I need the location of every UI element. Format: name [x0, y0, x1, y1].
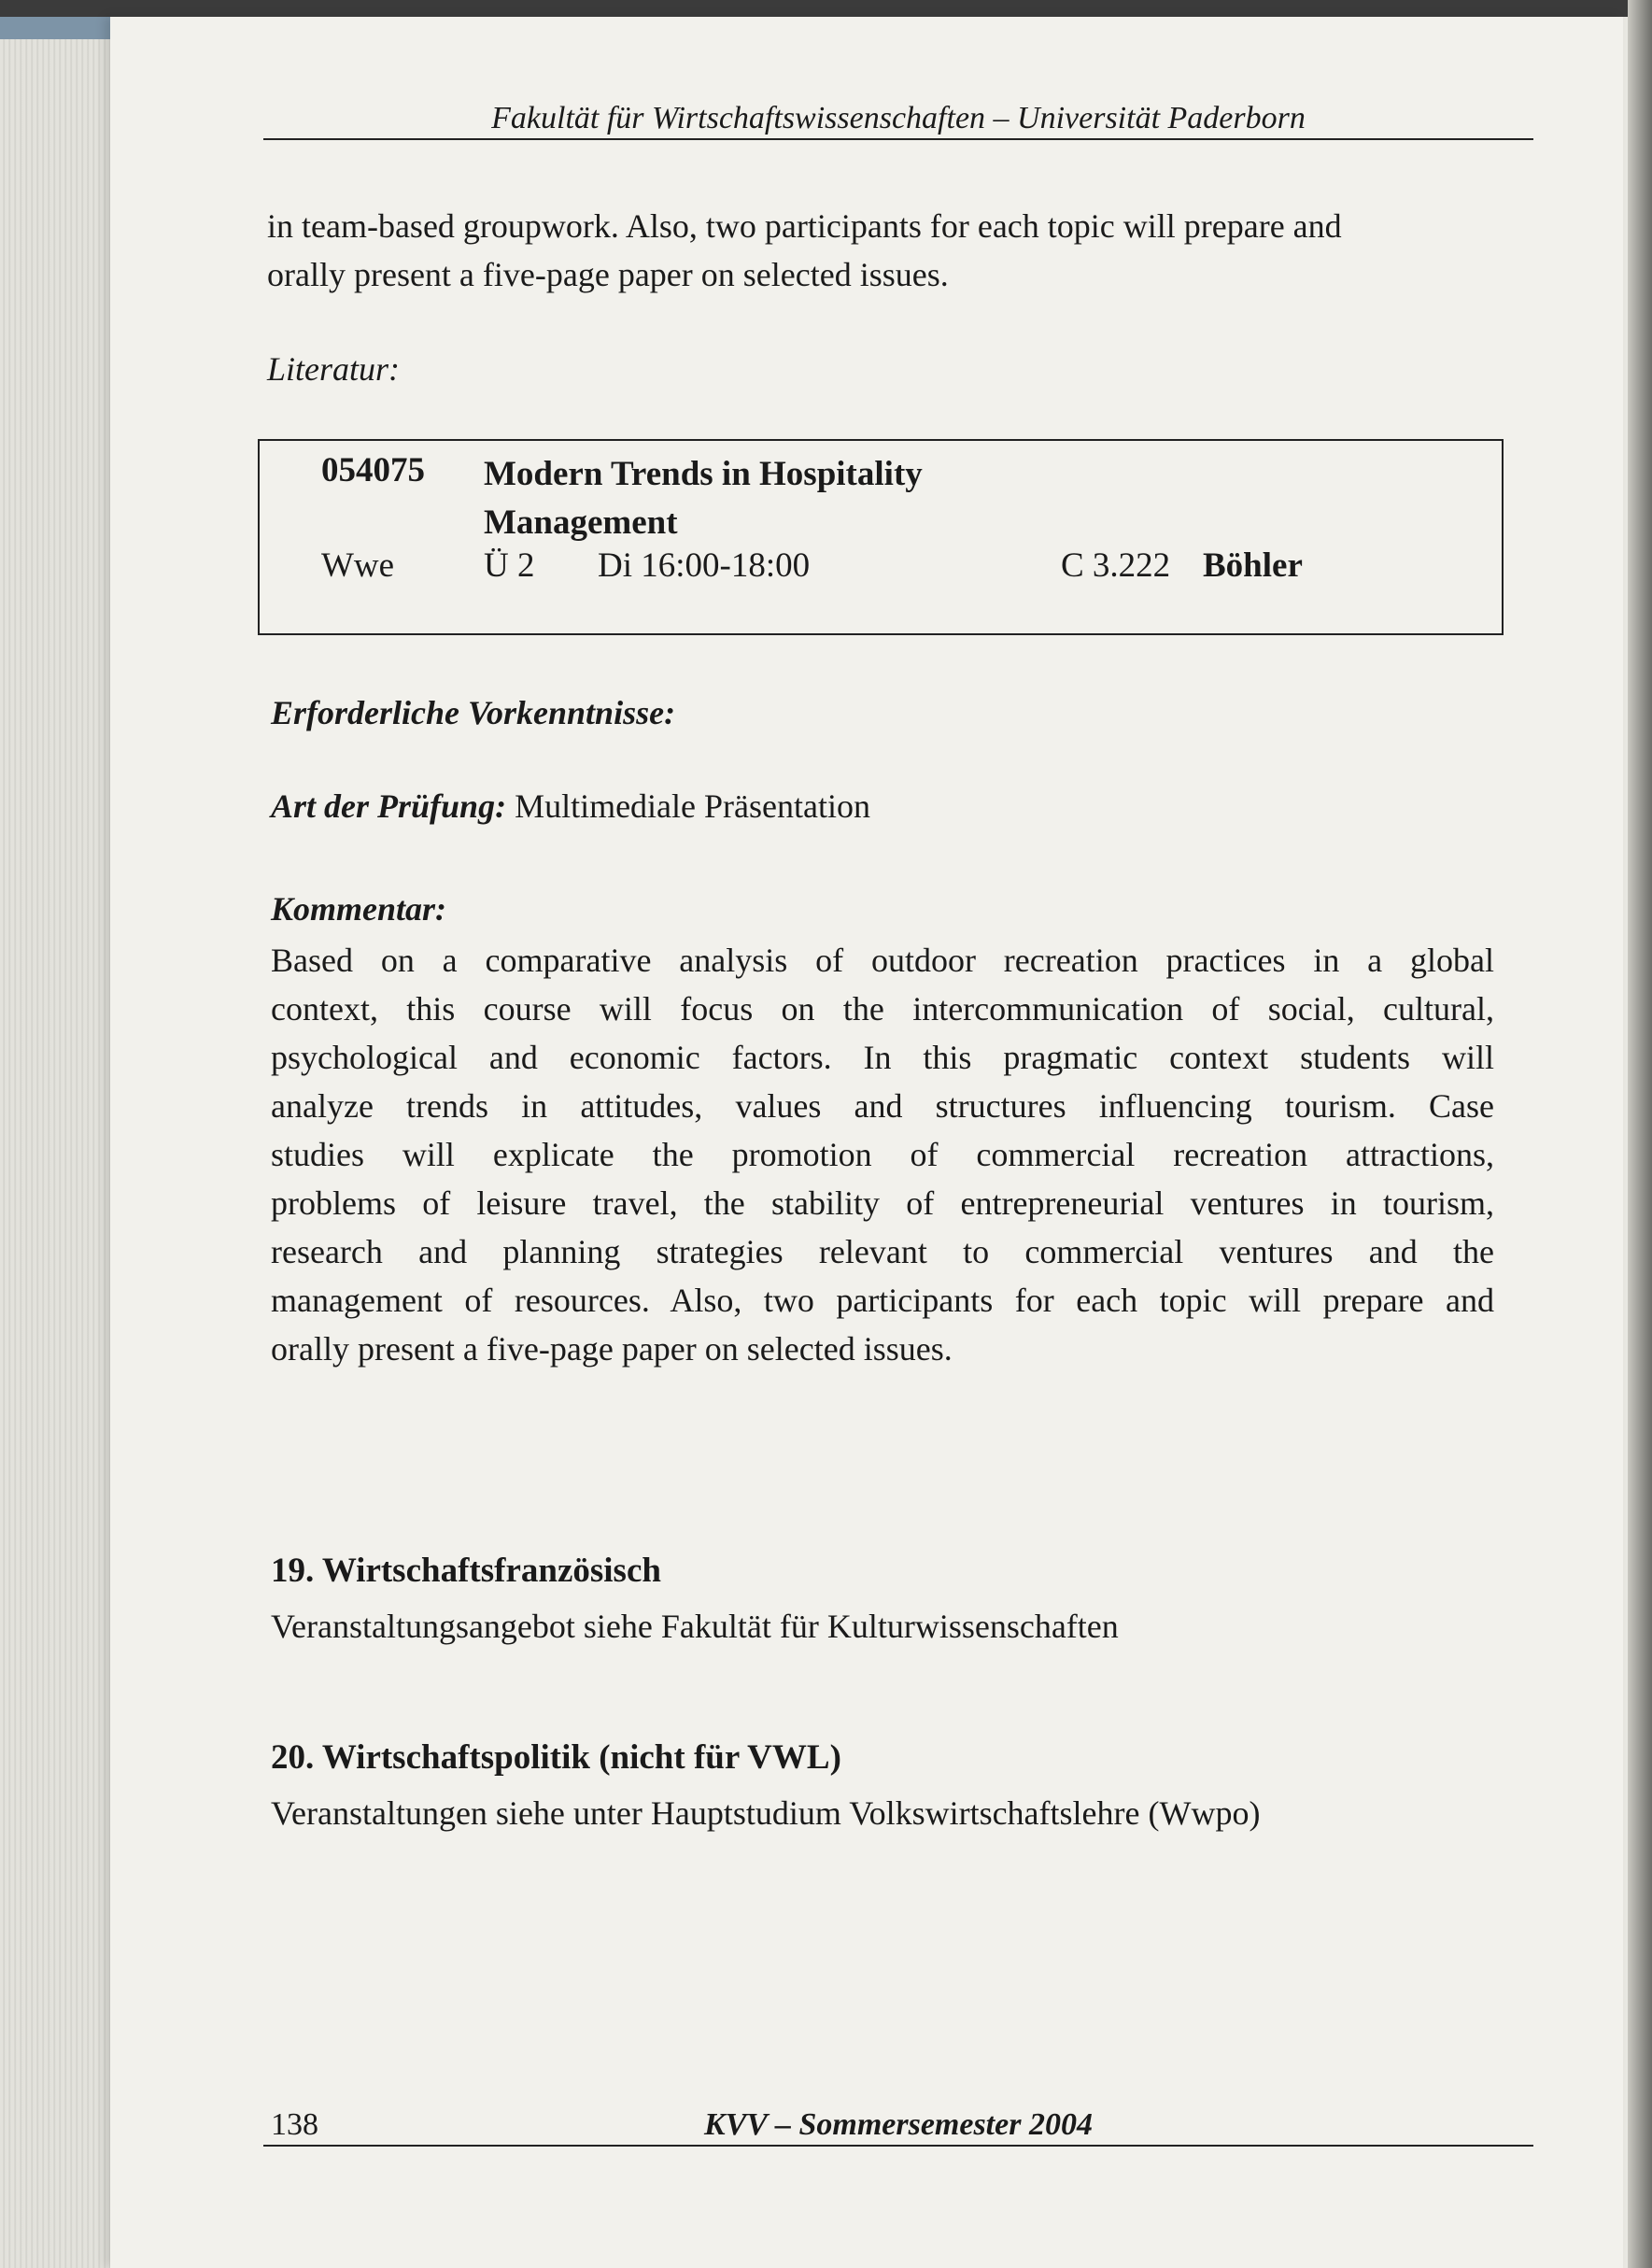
- pruefung-value: Multimediale Präsentation: [515, 787, 870, 825]
- kommentar-line: orally present a five-page paper on selected issues.: [271, 1330, 953, 1368]
- course-type: Ü 2: [484, 546, 535, 585]
- kommentar-label: Kommentar:: [271, 890, 447, 928]
- intro-line: orally present a five-page paper on selected issues.: [267, 256, 949, 293]
- section-19-heading: 19. Wirtschaftsfranzösisch: [271, 1552, 661, 1590]
- kommentar-line: Based on a comparative analysis of outdoor recreation practices in a global: [271, 942, 1494, 979]
- course-title-line: Modern Trends in Hospitality: [484, 455, 923, 493]
- course-group: Wwe: [321, 546, 395, 585]
- section-19-text: Veranstaltungsangebot siehe Fakultät für Kulturwissenschaften: [271, 1608, 1119, 1645]
- kommentar-line: context, this course will focus on the intercommunication of social, cultural,: [271, 990, 1494, 1028]
- kommentar-line: analyze trends in attitudes, values and structures influencing tourism. Case: [271, 1087, 1494, 1125]
- page-header: Fakultät für Wirtschaftswissenschaften – Universität Paderborn: [263, 101, 1533, 140]
- course-time: Di 16:00-18:00: [598, 546, 811, 585]
- pruefung-line: [271, 787, 870, 826]
- page-footer: [263, 2105, 1533, 2147]
- kommentar-line: psychological and economic factors. In this pragmatic context students will: [271, 1039, 1494, 1076]
- kommentar-paragraph: [271, 936, 1494, 1373]
- pruefung-label: Art der Prüfung:: [271, 787, 507, 825]
- section-20-heading: 20. Wirtschaftspolitik (nicht für VWL): [271, 1738, 841, 1777]
- literatur-label: Literatur:: [267, 350, 401, 388]
- course-title: [484, 450, 1081, 547]
- page-number: 138: [271, 2107, 318, 2142]
- book-page-edges: [0, 17, 121, 2268]
- kommentar-line: studies will explicate the promotion of commercial recreation attractions,: [271, 1136, 1494, 1173]
- intro-paragraph: [267, 202, 1494, 299]
- intro-line: in team-based groupwork. Also, two participants for each topic will prepare and: [267, 207, 1342, 245]
- scan-top-border: [0, 0, 1652, 17]
- course-lecturer: Böhler: [1203, 546, 1303, 585]
- book-spine-shadow: [1628, 0, 1652, 2268]
- course-room: C 3.222: [1061, 546, 1171, 585]
- section-20-text: Veranstaltungen siehe unter Hauptstudium Volkswirtschaftslehre (Wwpo): [271, 1794, 1261, 1832]
- course-box: [258, 439, 1504, 635]
- kommentar-line: management of resources. Also, two participants for each topic will prepare and: [271, 1282, 1494, 1319]
- footer-title: KVV – Sommersemester 2004: [704, 2107, 1093, 2142]
- bookmark-tab: [0, 17, 121, 39]
- kommentar-line: research and planning strategies relevant to commercial ventures and the: [271, 1233, 1494, 1270]
- kommentar-line: problems of leisure travel, the stability of entrepreneurial ventures in tourism,: [271, 1184, 1494, 1222]
- vorkenntnisse-label: Erforderliche Vorkenntnisse:: [271, 694, 676, 731]
- course-title-line: Management: [484, 503, 678, 542]
- course-number: 054075: [321, 451, 425, 489]
